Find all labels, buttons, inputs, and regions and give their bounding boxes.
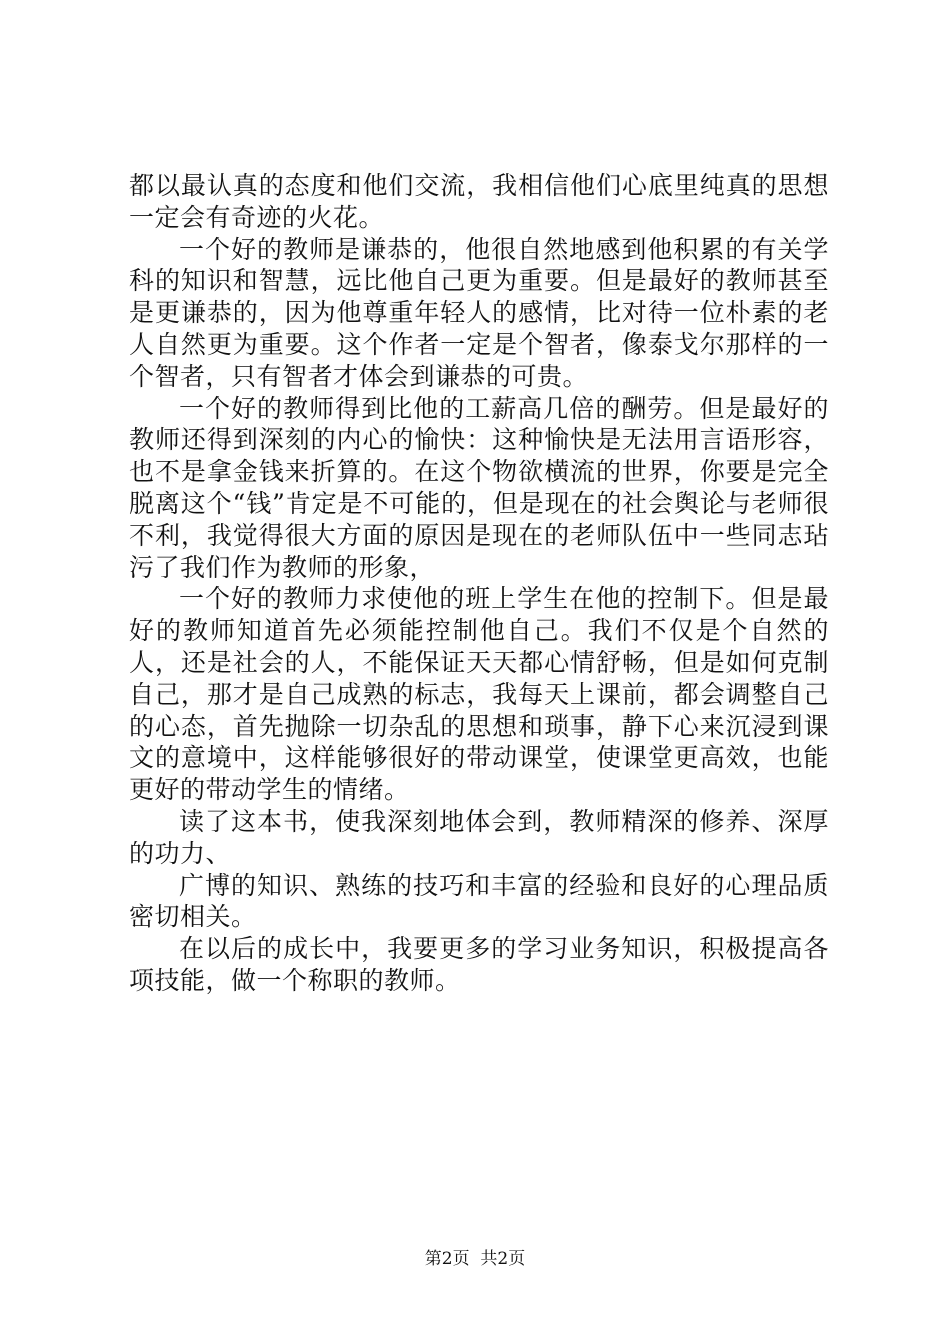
paragraph-7: 在以后的成长中，我要更多的学习业务知识，积极提高各项技能，做一个称职的教师。 — [129, 934, 829, 995]
page-footer — [0, 1244, 950, 1269]
paragraph-1: 都以最认真的态度和他们交流，我相信他们心底里纯真的思想一定会有奇迹的火花。 — [129, 171, 829, 232]
paragraph-3: 一个好的教师得到比他的工薪高几倍的酬劳。但是最好的教师还得到深刻的内心的愉快：这种愉快是无法用言语形容，也不是拿金钱来折算的。在这个物欲横流的世界，你要是完全脱离这个“钱”肯定是不可能的，但是现在的社会舆论与老师很不利，我觉得很大方面的原因是现在的老师队伍中一些同志玷污了我们作为教师的形象， — [129, 393, 829, 582]
paragraph-6: 广博的知识、熟练的技巧和丰富的经验和良好的心理品质密切相关。 — [129, 870, 829, 932]
paragraph-2: 一个好的教师是谦恭的，他很自然地感到他积累的有关学科的知识和智慧，远比他自己更为重要。但是最好的教师甚至是更谦恭的，因为他尊重年轻人的感情，比对待一位朴素的老人自然更为重要。这个作者一定是个智者，像泰戈尔那样的一个智者，只有智者才体会到谦恭的可贵。 — [129, 234, 829, 391]
paragraph-5: 读了这本书，使我深刻地体会到，教师精深的修养、深厚的功力、 — [129, 806, 829, 868]
paragraph-4: 一个好的教师力求使他的班上学生在他的控制下。但是最好的教师知道首先必须能控制他自己。我们不仅是个自然的人，还是社会的人，不能保证天天都心情舒畅，但是如何克制自己，那才是自己成熟的标志，我每天上课前，都会调整自己的心态，首先抛除一切杂乱的思想和琐事，静下心来沉浸到课文的意境中，这样能够很好的带动课堂，使课堂更高效，也能更好的带动学生的情绪。 — [129, 584, 829, 805]
document-body — [129, 170, 829, 997]
page-number-label: 第2页 共2页 — [424, 1249, 526, 1269]
